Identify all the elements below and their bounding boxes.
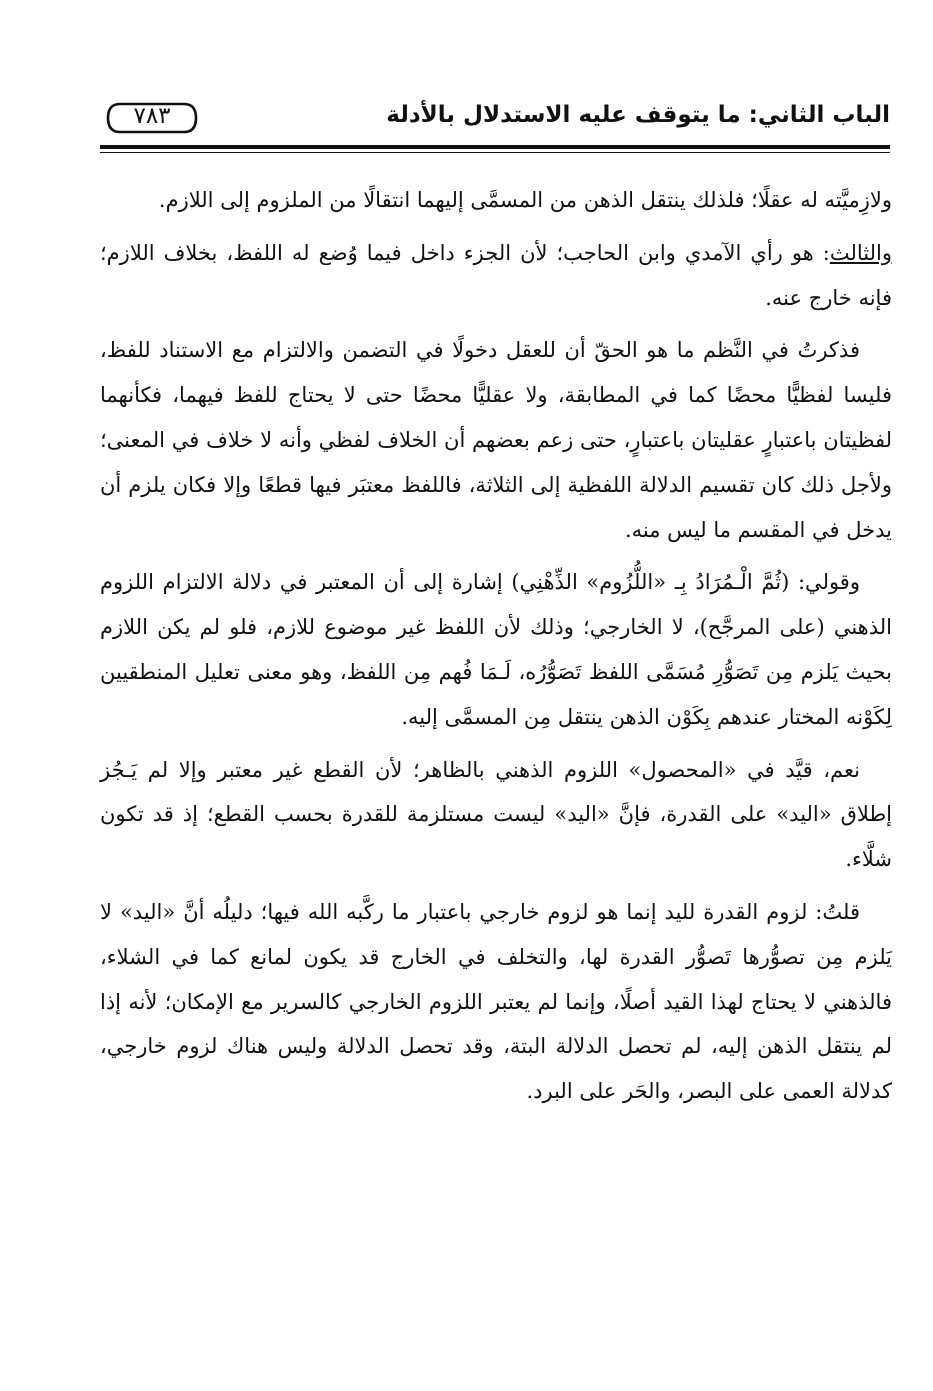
paragraph: قلتُ: لزوم القدرة لليد إنما هو لزوم خارجي باعتبار ما ركَّبه الله فيها؛ دليلُه أنَّ «اليد» لا يَلزم مِن تصوُّرها تَصوُّر القدرة لها، والتخلف في الخارج قد يكون لمانع كما في الشلاء، فالذهني لا يحتاج لهذا القيد أصلًا، وإنما لم يعتبر اللزوم الخارجي كالسرير مع الإمكان؛ لأنه إذا لم ينتقل الذهن إليه، لم تحصل الدلالة البتة، وقد تحصل الدلالة وليس هناك لزوم خارجي، كدلالة العمى على البصر، والحَر على البرد.	[100, 899, 892, 1104]
section-lead-word: والثالث	[829, 240, 892, 265]
page-number: ٧٨٣	[133, 103, 171, 129]
paragraph: والثالث: هو رأي الآمدي وابن الحاجب؛ لأن الجزء داخل فيما وُضع له اللفظ، بخلاف اللازم؛ فإنه خارج عنه.	[100, 240, 892, 310]
paragraph: وقولي: (ثُمَّ الْـمُرَادُ بِـ «اللُّزُوم» الذِّهْنِي) إشارة إلى أن المعتبر في دلالة الالتزام اللزوم الذهني (على المرجَّح)، لا الخارجي؛ وذلك لأن اللفظ غير موضوع للازم، فلو لم يكن اللازم بحيث يَلزم مِن تَصَوُّرِ مُسَمَّى اللفظ تَصَوُّرُه، لَـمَا فُهم مِن اللفظ، وهو معنى تعليل المنطقيين لِكَوْنه المختار عندهم بِكَوْن الذهن ينتقل مِن المسمَّى إليه.	[100, 570, 892, 729]
header-rule-thick	[100, 145, 890, 149]
header-rule-thin	[100, 152, 890, 153]
body-text	[100, 178, 892, 1122]
paragraph: ولازِميَّته له عقلًا؛ فلذلك ينتقل الذهن من المسمَّى إليهما انتقالًا من الملزوم إلى اللازم.	[158, 188, 892, 212]
page-header	[100, 100, 890, 146]
page-number-badge	[106, 100, 198, 136]
paragraph: نعم، قيَّد في «المحصول» اللزوم الذهني بالظاهر؛ لأن القطع غير معتبر وإلا لم يَـجُز إطلاق «اليد» على القدرة، فإنَّ «اليد» ليست مستلزمة للقدرة بحسب القطع؛ إذ قد تكون شلَّاء.	[100, 757, 892, 872]
chapter-title: الباب الثاني: ما يتوقف عليه الاستدلال بالأدلة	[386, 102, 890, 128]
paragraph: فذكرتُ في النَّظم ما هو الحقّ أن للعقل دخولًا في التضمن والالتزام مع الاستناد للفظ، فليسا لفظيًّا محضًا كما في المطابقة، ولا عقليًّا محضًا حتى لا يحتاج للفظ فيهما، فكأنهما لفظيتان باعتبارٍ عقليتان باعتبارٍ، حتى زعم بعضهم أن الخلاف لفظي وأنه لا خلاف في المعنى؛ ولأجل ذلك كان تقسيم الدلالة اللفظية إلى الثلاثة، فاللفظ معتبَر فيها قطعًا وإلا فكان يلزم أن يدخل في المقسم ما ليس منه.	[100, 338, 892, 542]
